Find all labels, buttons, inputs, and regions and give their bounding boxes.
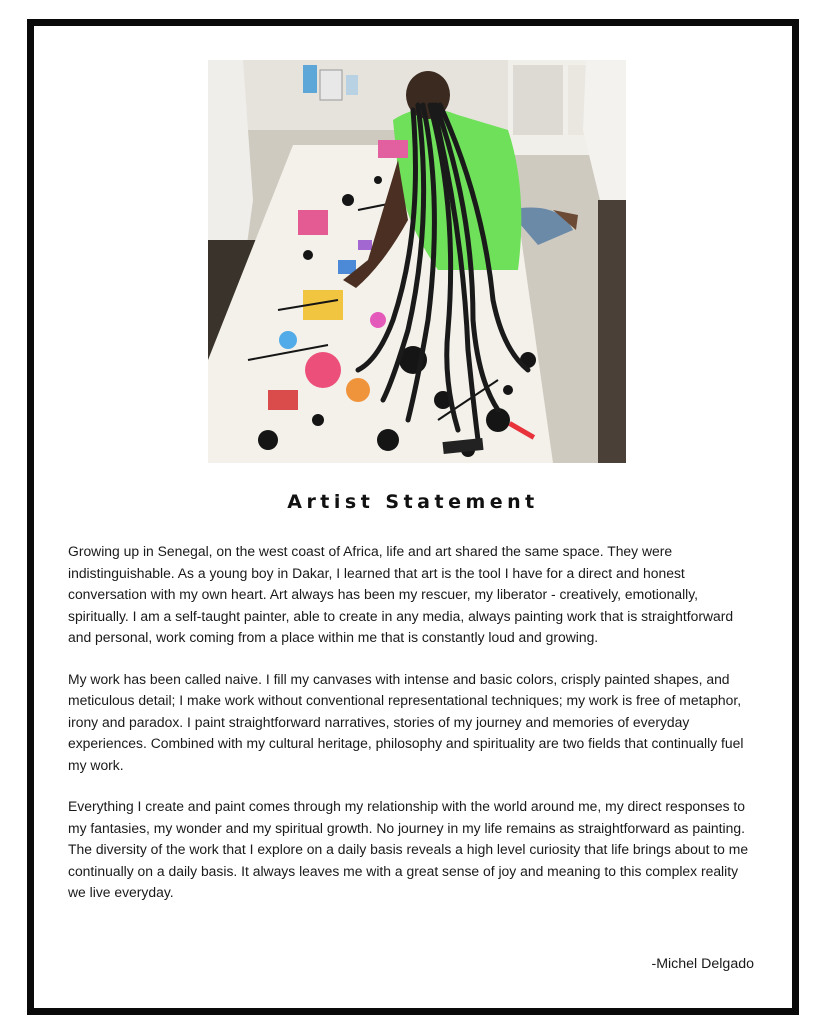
statement-paragraph-3: Everything I create and paint comes through my relationship with the world around me, my direct responses to my fantasies, my wonder and my spiritual growth. No journey in my life remains as straightforward as painting. The diversity of the work that I explore on a daily basis reveals a high level curiosity that life brings about to me continually on a daily basis. It always leaves me with a great sense of joy and meaning to this complex reality we live everyday.	[68, 799, 749, 901]
statement-paragraph-1: Growing up in Senegal, on the west coast of Africa, life and art shared the same space. They were indistinguishable. As a young boy in Dakar, I learned that art is the tool I have for a direct and honest conversation with my own heart. Art always has been my rescuer, my liberator - creatively, emotionally, spiritually. I am a self-taught painter, able to create in any media, always painting work that is straightforward and personal, work coming from a place within me that is constantly loud and growing.	[68, 544, 734, 646]
page-title: Artist Statement	[287, 491, 539, 513]
artist-signature: -Michel Delgado	[651, 956, 754, 972]
page-frame	[27, 19, 799, 1015]
artist-painting-photo-illustration	[208, 60, 626, 463]
statement-paragraph-2: My work has been called naive. I fill my canvases with intense and basic colors, crisply painted shapes, and meticulous detail; I make work without conventional representational techniques; my work is free of metaphor, irony and paradox. I paint straightforward narratives, stories of my journey and memories of everyday experiences. Combined with my cultural heritage, philosophy and spirituality are two fields that continually fuel my work.	[68, 671, 744, 774]
statement-body	[68, 542, 749, 925]
artist-photo	[208, 60, 626, 463]
